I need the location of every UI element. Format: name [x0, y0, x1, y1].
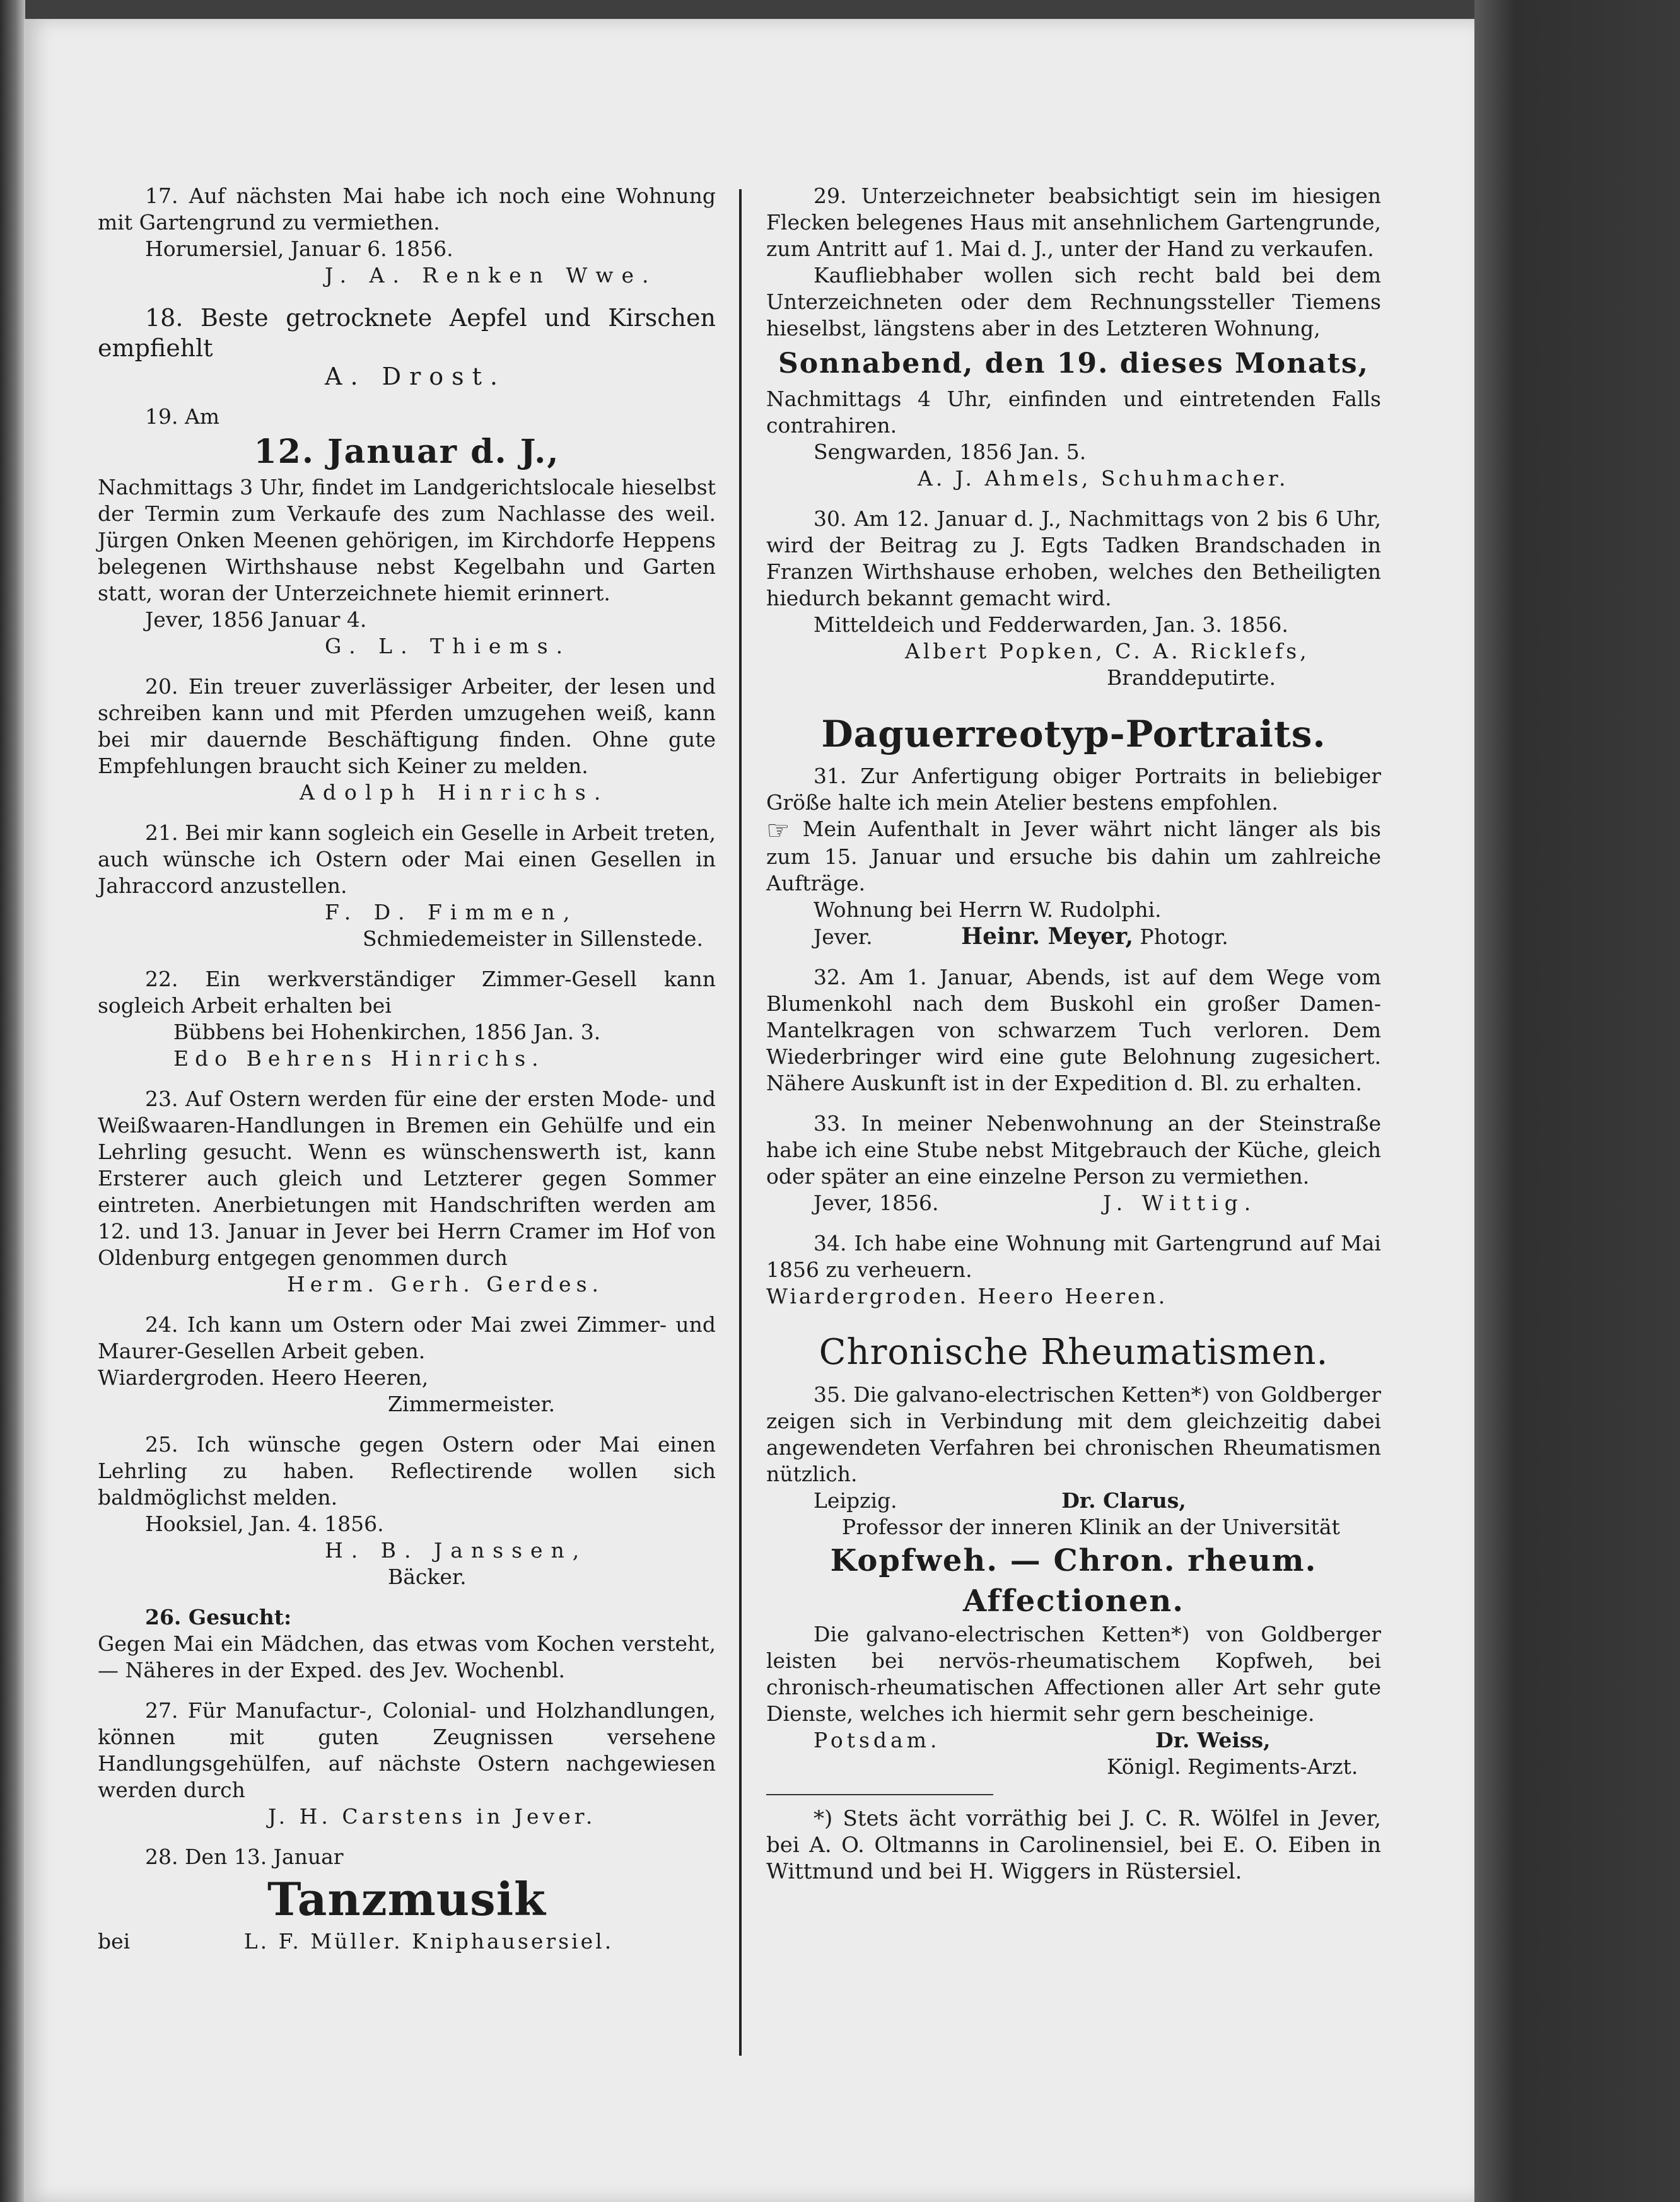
left-column	[98, 183, 716, 1969]
ad-34: 34. Ich habe eine Wohnung mit Gartengrund auf Mai 1856 zu verheuern. Wiardergroden. Heero Heeren.	[766, 1231, 1381, 1308]
ad-30: 30. Am 12. Januar d. J., Nachmittags von 2 bis 6 Uhr, wird der Beitrag zu J. Egts Tadken Brandschaden in Franzen Wirthshause erhoben, welches den Betheiligten hiedurch bekannt gemacht wird. Mitteldeich und Fedderwarden, Jan. 3. 1856. Albert Popken, C. A. Ricklefs, Branddeputirte.	[766, 506, 1381, 690]
ad-18: 18. Beste getrocknete Aepfel und Kirschen empfiehlt A. Drost.	[98, 304, 716, 390]
ad-17: 17. Auf nächsten Mai habe ich noch eine Wohnung mit Gartengrund zu vermiethen. Horumersiel, Januar 6. 1856. J. A. Renken Wwe.	[98, 184, 716, 288]
ad-22: 22. Ein werkverständiger Zimmer-Gesell kann sogleich Arbeit erhalten bei Bübbens bei Hohenkirchen, 1856 Jan. 3. Edo Behrens Hinrichs.	[98, 967, 716, 1071]
ad-31-daguerreotyp-heading: Daguerreotyp-Portraits.	[821, 713, 1326, 755]
column-divider	[739, 189, 742, 2056]
book-binding	[0, 0, 25, 2202]
ad-27: 27. Für Manufactur-, Colonial- und Holzhandlungen, können mit guten Zeugnissen versehene Handlungsgehülfen, auf nächste Ostern nachgewiesen werden durch J. H. Carstens in Jever.	[98, 1698, 716, 1829]
ad-33: 33. In meiner Nebenwohnung an der Steinstraße habe ich eine Stube nebst Mitgebrauch der Küche, gleich oder später an eine einzelne Person zu vermiethen. Jever, 1856. J. Wittig.	[766, 1111, 1381, 1215]
ad-35: Chronische Rheumatismen. 35. Die galvano-electrischen Ketten*) von Goldberger zeigen sich in Verbindung mit dem gleichzeitig dabei angewendeten Verfahren bei chronischen Rheumatismen nützlich. Leipzig. Dr. Clarus, Professor der inneren Klinik an der Universität Kopfweh. — Chron. rheum. Affectionen. Die galvano-electrischen Ketten*) von Goldberger leisten bei nervös-rheumatischem Kopfweh, bei chronisch-rheumatischen Affectionen aller Art sehr gute Dienste, welches ich hiermit sehr gern bescheinige. Potsdam. Dr. Weiss, Königl. Regiments-Arzt.	[766, 1324, 1381, 1780]
footnote-rule	[766, 1794, 993, 1795]
ad-20: 20. Ein treuer zuverlässiger Arbeiter, der lesen und schreiben kann und mit Pferden umzugehen weiß, kann bei mir dauernde Beschäftigung finden. Ohne gute Empfehlungen braucht sich Keiner zu melden. Adolph Hinrichs.	[98, 674, 716, 805]
ad-28: 28. Den 13. Januar Tanzmusik bei L. F. Müller. Kniphausersiel.	[98, 1844, 716, 1955]
ad-29-date-heading: Sonnabend, den 19. dieses Monats,	[778, 347, 1369, 380]
right-column	[766, 183, 1381, 1899]
ad-23: 23. Auf Ostern werden für eine der ersten Mode- und Weißwaaren-Handlungen in Bremen ein Gehülfe und ein Lehrling gesucht. Wenn es wünschenswerth ist, kann Ersterer auch gleich und Letzterer gegen Sommer eintreten. Anerbietungen mit Handschriften werden am 12. und 13. Januar in Jever bei Herrn Cramer im Hof von Oldenburg entgegen genommen durch Herm. Gerh. Gerdes.	[98, 1086, 716, 1296]
ad-28-tanzmusik-heading: Tanzmusik	[267, 1872, 546, 1926]
ad-29: 29. Unterzeichneter beabsichtigt sein im hiesigen Flecken belegenes Haus mit ansehnlichem Gartengrunde, zum Antritt auf 1. Mai d. J., unter der Hand zu verkaufen. Kaufliebhaber wollen sich recht bald bei dem Unterzeichneten oder dem Rechnungssteller Tiemens hieselbst, längstens aber in des Letzteren Wohnung, Sonnabend, den 19. dieses Monats, Nachmittags 4 Uhr, einfinden und eintretenden Falls contrahiren. Sengwarden, 1856 Jan. 5. A. J. Ahmels, Schuhmacher.	[766, 184, 1381, 491]
ad-24: 24. Ich kann um Ostern oder Mai zwei Zimmer- und Maurer-Gesellen Arbeit geben. Wiardergroden. Heero Heeren, Zimmermeister.	[98, 1312, 716, 1416]
footnote: *) Stets ächt vorräthig bei J. C. R. Wölfel in Jever, bei A. O. Oltmanns in Carolinensiel, bei E. O. Eiben in Wittmund und bei H. Wiggers in Rüstersiel.	[766, 1806, 1381, 1884]
ad-32: 32. Am 1. Januar, Abends, ist auf dem Wege vom Blumenkohl nach dem Buskohl ein großer Damen-Mantelkragen von schwarzem Tuch verloren. Dem Wiederbringer wird eine gute Belohnung zugesichert. Nähere Auskunft ist in der Expedition d. Bl. zu erhalten.	[766, 965, 1381, 1095]
ad-25: 25. Ich wünsche gegen Ostern oder Mai einen Lehrling zu haben. Reflectirende wollen sich baldmöglichst melden. Hooksiel, Jan. 4. 1856. H. B. Janssen, Bäcker.	[98, 1432, 716, 1589]
ad-21: 21. Bei mir kann sogleich ein Geselle in Arbeit treten, auch wünsche ich Ostern oder Mai einen Gesellen in Jahraccord anzustellen. F. D. Fimmen, Schmiedemeister in Sillenstede.	[98, 820, 716, 951]
ad-19-date-heading: 12. Januar d. J.,	[254, 433, 560, 471]
ad-19: 19. Am 12. Januar d. J., Nachmittags 3 Uhr, findet im Landgerichtslocale hieselbst der Termin zum Verkaufe des zum Nachlasse des weil. Jürgen Onken Meenen gehörigen, im Kirchdorfe Heppens belegenen Wirthshause nebst Kegelbahn und Garten statt, woran der Unterzeichnete hiemit erinnert. Jever, 1856 Januar 4. G. L. Thiems.	[98, 404, 716, 658]
ad-35-kopfweh-heading: Kopfweh. — Chron. rheum. Affectionen.	[830, 1543, 1317, 1619]
ad-26: 26. Gesucht: Gegen Mai ein Mädchen, das etwas vom Kochen versteht, — Näheres in der Exped. des Jev. Wochenbl.	[98, 1605, 716, 1682]
book-cover-edge	[1474, 0, 1680, 2202]
ad-31: Daguerreotyp-Portraits. 31. Zur Anfertigung obiger Portraits in beliebiger Größe halte ich mein Atelier bestens empfohlen. ☞ Mein Aufenthalt in Jever währt nicht länger als bis zum 15. Januar und ersuche bis dahin um zahlreiche Aufträge. Wohnung bei Herrn W. Rudolphi. Jever. Heinr. Meyer, Photogr.	[766, 705, 1381, 950]
pointing-hand-icon: ☞	[766, 815, 790, 846]
ad-35-rheumatismen-heading: Chronische Rheumatismen.	[819, 1332, 1329, 1373]
